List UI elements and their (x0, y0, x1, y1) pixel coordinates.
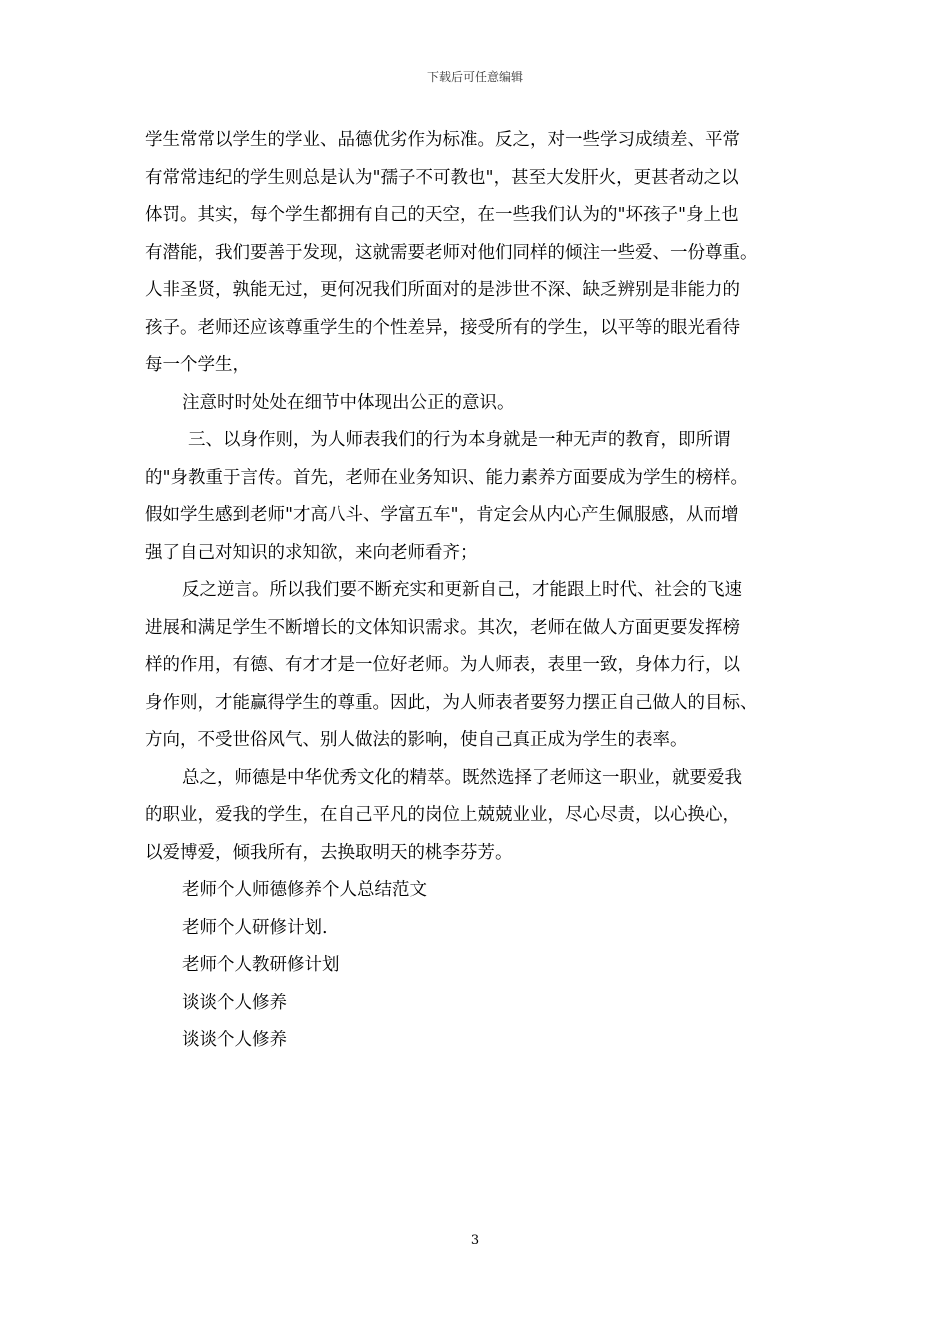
paragraph-line (145, 647, 825, 685)
text-line: 三、以身作则，为人师表我们的行为本身就是一种无声的教育，即所谓 (188, 430, 731, 450)
text-line: 有常常违纪的学生则总是认为"孺子不可教也"，甚至大发肝火，更甚者动之以 (145, 167, 739, 188)
text-line: 样的作用，有德、有才才是一位好老师。为人师表，表里一致，身体力行，以 (145, 655, 740, 675)
paragraph-line (145, 460, 825, 498)
text-line: 老师个人师德修养个人总结范文 (182, 880, 427, 900)
paragraph-line (145, 797, 825, 835)
paragraph-line (145, 272, 825, 310)
paragraph-line (145, 685, 825, 723)
paragraph-line (145, 572, 825, 610)
text-line: 反之逆言。所以我们要不断充实和更新自己，才能跟上时代、社会的飞速 (182, 580, 742, 600)
text-line: 身作则，才能赢得学生的尊重。因此，为人师表者要努力摆正自己做人的目标、 (145, 692, 758, 713)
paragraph-line (145, 1022, 825, 1060)
text-line: 谈谈个人修养 (182, 1030, 287, 1050)
paragraph-line (145, 872, 825, 910)
text-line: 总之，师德是中华优秀文化的精萃。既然选择了老师这一职业，就要爱我 (182, 767, 742, 788)
paragraph-line (145, 985, 825, 1023)
page-number: 3 (470, 1233, 480, 1248)
text-line: 老师个人研修计划. (182, 917, 328, 938)
text-line: 假如学生感到老师"才高八斗、学富五车"，肯定会从内心产生佩服感，从而增 (145, 505, 739, 525)
paragraph-line (145, 722, 825, 760)
paragraph-line (145, 497, 825, 535)
paragraph-line (145, 160, 825, 198)
text-line: 方向，不受世俗风气、别人做法的影响，使自己真正成为学生的表率。 (145, 730, 688, 750)
text-line: 的职业，爱我的学生，在自己平凡的岗位上兢兢业业，尽心尽责，以心换心， (145, 805, 740, 825)
text-line: 强了自己对知识的求知欲，来向老师看齐； (145, 542, 478, 563)
text-line: 每一个学生， (145, 355, 250, 375)
text-line: 人非圣贤，孰能无过，更何况我们所面对的是涉世不深、缺乏辨别是非能力的 (145, 280, 740, 300)
paragraph-line (145, 535, 825, 573)
page-header: 下载后可任意编辑 (426, 70, 523, 84)
paragraph-line (145, 347, 825, 385)
paragraph-line (145, 310, 825, 348)
text-line: 学生常常以学生的学业、品德优劣作为标准。反之，对一些学习成绩差、平常 (145, 130, 740, 150)
paragraph-line (145, 122, 825, 160)
paragraph-line (145, 422, 825, 460)
paragraph-line (145, 197, 825, 235)
paragraph-line (145, 235, 825, 273)
paragraph-line (145, 385, 825, 423)
paragraph-line (145, 835, 825, 873)
paragraph-line (145, 610, 825, 648)
paragraph-line (145, 947, 825, 985)
text-line: 老师个人教研修计划 (182, 955, 340, 975)
text-line: 孩子。老师还应该尊重学生的个性差异，接受所有的学生，以平等的眼光看待 (145, 317, 740, 338)
text-line: 进展和满足学生不断增长的文体知识需求。其次，老师在做人方面更要发挥榜 (145, 617, 740, 638)
paragraph-line (145, 760, 825, 798)
document-body (145, 122, 825, 1060)
text-line: 注意时时处处在细节中体现出公正的意识。 (182, 392, 515, 413)
text-line: 以爱博爱，倾我所有，去换取明天的桃李芬芳。 (145, 842, 513, 863)
text-line: 有潜能，我们要善于发现，这就需要老师对他们同样的倾注一些爱、一份尊重。 (145, 242, 758, 263)
text-line: 的"身教重于言传。首先，老师在业务知识、能力素养方面要成为学生的榜样。 (145, 467, 749, 488)
text-line: 谈谈个人修养 (182, 992, 287, 1013)
text-line: 体罚。其实，每个学生都拥有自己的天空，在一些我们认为的"坏孩子"身上也 (145, 205, 739, 225)
paragraph-line (145, 910, 825, 948)
